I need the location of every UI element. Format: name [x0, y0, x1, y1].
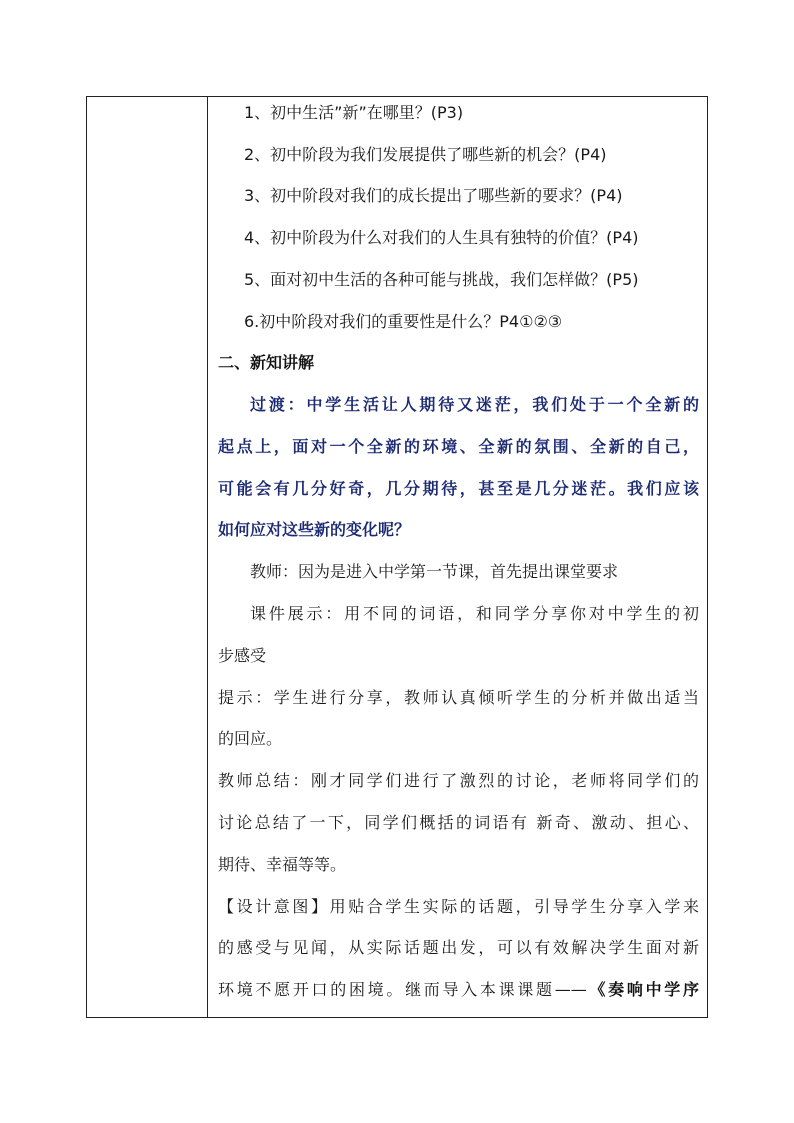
lesson-table [86, 96, 708, 1018]
summary-line-1: 教师总结：刚才同学们进行了激烈的讨论，老师将同学们的 [218, 771, 699, 790]
hint-line-2: 的回应。 [218, 729, 283, 748]
design-line-1: 【设计意图】用贴合学生实际的话题，引导学生分享入学来 [218, 897, 699, 916]
transition-line-2: 起点上，面对一个全新的环境、全新的氛围、全新的自己， [218, 437, 699, 456]
question-1: 1、初中生活”新”在哪里？(P3) [244, 103, 464, 122]
question-5: 5、面对初中生活的各种可能与挑战，我们怎样做？(P5) [244, 270, 639, 289]
design-line-3-text: 环境不愿开口的困境。继而导入本课课题—— [218, 980, 587, 999]
section-title: 二、新知讲解 [218, 353, 315, 372]
left-empty-cell [87, 97, 208, 1017]
transition-line-3: 可能会有几分好奇，几分期待，甚至是几分迷茫。我们应该 [218, 479, 699, 498]
question-3: 3、初中阶段对我们的成长提出了哪些新的要求？(P4) [244, 186, 623, 205]
hint-line-1: 提示：学生进行分享，教师认真倾听学生的分析并做出适当 [218, 688, 699, 707]
design-line-3 [218, 980, 699, 1000]
courseware-line-2: 步感受 [218, 646, 267, 665]
question-2: 2、初中阶段为我们发展提供了哪些新的机会？(P4) [244, 145, 607, 164]
teacher-line: 教师：因为是进入中学第一节课，首先提出课堂要求 [250, 562, 619, 581]
transition-line-1: 过渡：中学生活让人期待又迷茫，我们处于一个全新的 [250, 395, 699, 414]
transition-line-4: 如何应对这些新的变化呢？ [218, 520, 411, 539]
question-6: 6.初中阶段对我们的重要性是什么？P4①②③ [244, 312, 563, 331]
question-4: 4、初中阶段为什么对我们的人生具有独特的价值？(P4) [244, 228, 639, 247]
courseware-line-1: 课件展示：用不同的词语，和同学分享你对中学生的初 [250, 604, 699, 623]
lesson-title-bold: 《奏响中学序 [586, 980, 699, 999]
design-line-2: 的感受与见闻，从实际话题出发，可以有效解决学生面对新 [218, 938, 699, 957]
summary-line-3: 期待、幸福等等。 [218, 855, 347, 874]
content-cell [208, 97, 707, 1017]
summary-line-2: 讨论总结了一下，同学们概括的词语有 新奇、激动、担心、 [218, 813, 699, 832]
